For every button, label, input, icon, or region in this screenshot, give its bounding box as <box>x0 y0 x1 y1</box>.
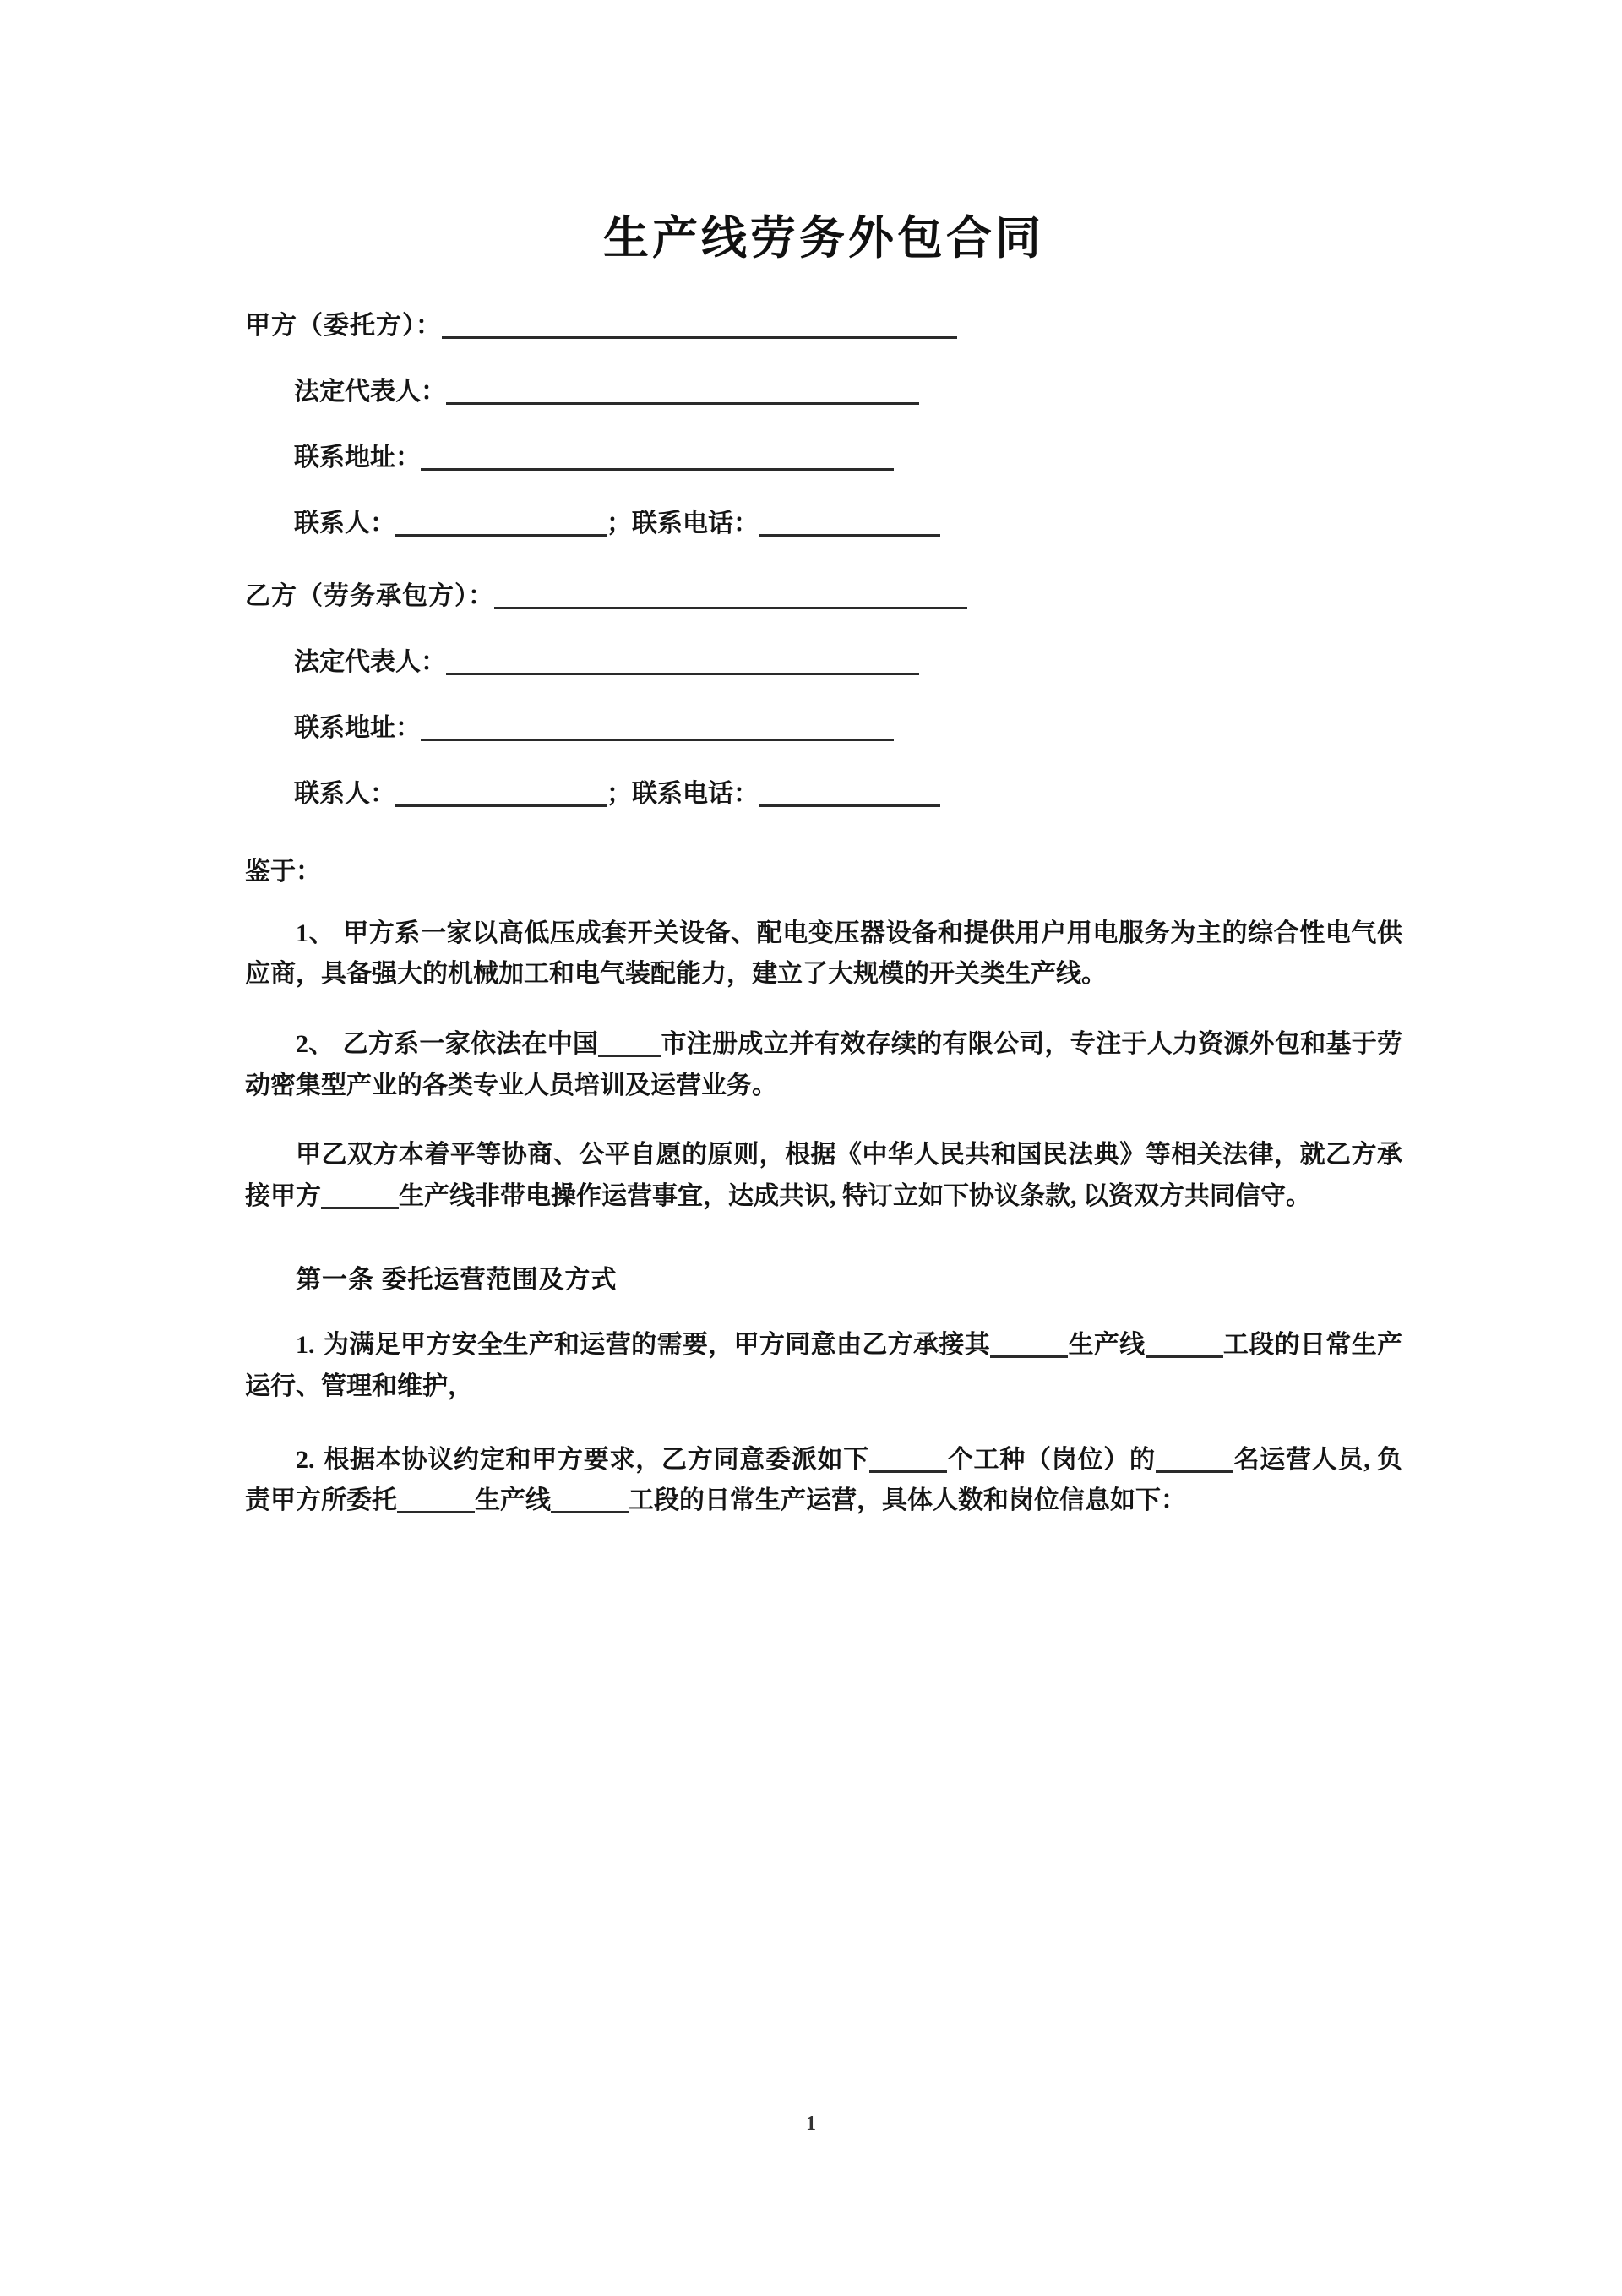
recital-closing-part1: 甲乙双方本着平等协商、公平自愿的原则，根据《中华人民共和国民法典》等相关法律，就乙方承接甲方 <box>245 1141 1402 1210</box>
party-b-address-blank[interactable] <box>421 739 894 741</box>
party-b-phone-label: 联系电话： <box>632 779 759 808</box>
party-a-name-blank[interactable] <box>442 336 957 339</box>
recital-2-text-part2: 市注册成立并有效存续的有限公司，专注于人力资源外包和基于劳动密集型产业的各类专业人员培训及运营业务。 <box>245 1029 1403 1099</box>
party-a-address-row <box>245 445 1402 471</box>
party-a-address-blank[interactable] <box>421 468 894 471</box>
clause-1-item-2-part4: 生产线 <box>475 1486 551 1515</box>
clause-1-item-2-headcount-blank[interactable] <box>1156 1470 1233 1473</box>
clause-1-item-1-section-blank[interactable] <box>1146 1355 1223 1358</box>
clause-1-item-2-line-blank[interactable] <box>397 1511 475 1513</box>
party-b-contact-row <box>245 779 1402 808</box>
clause-1-heading: 第一条 委托运营范围及方式 <box>296 1266 618 1295</box>
clause-1-item-2-section-blank[interactable] <box>551 1511 629 1513</box>
recital-2-text-part1: 乙方系一家依法在中国 <box>342 1029 599 1058</box>
clause-1-item-2-jobcount-blank[interactable] <box>869 1470 947 1473</box>
clause-1-item-2-part3: 名运营人员, 负责甲方所委托 <box>245 1445 1402 1515</box>
recital-item-2 <box>245 1024 1402 1106</box>
recital-1-number: 1、 <box>296 919 335 947</box>
party-b-contact-label: 联系人： <box>294 779 395 808</box>
recital-item-1 <box>245 913 1402 995</box>
recital-1-text: 甲方系一家以高低压成套开关设备、配电变压器设备和提供用户用电服务为主的综合性电气供应商，具备强大的机械加工和电气装配能力，建立了大规模的开关类生产线。 <box>245 919 1403 989</box>
party-a-label: 甲方（委托方）： <box>245 311 442 340</box>
party-b-heading <box>245 581 1402 610</box>
party-b-legal-rep-row <box>245 647 1402 676</box>
clause-1-item-2-part1: 根据本协议约定和甲方要求，乙方同意委派如下 <box>323 1445 869 1474</box>
party-b-contact-separator: ； <box>607 779 632 808</box>
party-a-legal-rep-label: 法定代表人： <box>294 377 446 406</box>
party-b-legal-rep-label: 法定代表人： <box>294 647 446 676</box>
page-number: 1 <box>806 2113 816 2135</box>
party-b-name-blank[interactable] <box>494 607 967 609</box>
clause-1-item-1-part1: 为满足甲方安全生产和运营的需要，甲方同意由乙方承接其 <box>323 1331 991 1360</box>
recital-2-number: 2、 <box>296 1029 335 1058</box>
party-a-legal-rep-row <box>245 379 1402 405</box>
clause-1-item-2-part5: 工段的日常生产运营，具体人数和岗位信息如下： <box>629 1486 1186 1515</box>
recital-closing <box>245 1135 1402 1217</box>
recital-closing-line-blank[interactable] <box>321 1207 399 1209</box>
clause-1-item-1-part2: 生产线 <box>1068 1331 1146 1360</box>
party-b-address-label: 联系地址： <box>294 713 421 742</box>
party-a-contact-blank[interactable] <box>395 534 607 537</box>
recital-closing-part2: 生产线非带电操作运营事宜，达成共识, 特订立如下协议条款, 以资双方共同信守。 <box>399 1181 1311 1210</box>
party-a-phone-label: 联系电话： <box>632 509 759 537</box>
party-a-heading <box>245 311 1402 340</box>
party-b-legal-rep-blank[interactable] <box>446 673 919 675</box>
recital-2-city-blank[interactable] <box>598 1055 661 1057</box>
clause-1-item-1-line-blank[interactable] <box>990 1355 1068 1358</box>
party-a-contact-row <box>245 511 1402 537</box>
clause-1-item-2 <box>245 1440 1402 1522</box>
party-b-address-row <box>245 713 1402 742</box>
party-b-label: 乙方（劳务承包方）： <box>245 581 494 610</box>
party-a-contact-label: 联系人： <box>294 509 395 537</box>
clause-1-item-1 <box>245 1325 1402 1407</box>
party-b-contact-blank[interactable] <box>395 804 607 807</box>
clause-1-item-2-part2: 个工种（岗位）的 <box>947 1445 1156 1474</box>
clause-1-item-1-number: 1. <box>296 1331 315 1360</box>
document-content <box>245 0 1402 1522</box>
clause-1-item-1-part3: 工段的日常生产运行、管理和维护， <box>245 1331 1403 1400</box>
recitals-lead: 鉴于： <box>245 857 321 886</box>
clause-1-item-2-number: 2. <box>296 1445 315 1474</box>
party-a-address-label: 联系地址： <box>294 443 421 472</box>
party-a-contact-separator: ； <box>607 509 632 537</box>
page-title: 生产线劳务外包合同 <box>603 213 1044 264</box>
party-b-phone-blank[interactable] <box>759 804 940 807</box>
party-a-legal-rep-blank[interactable] <box>446 402 919 405</box>
party-a-phone-blank[interactable] <box>759 534 940 537</box>
